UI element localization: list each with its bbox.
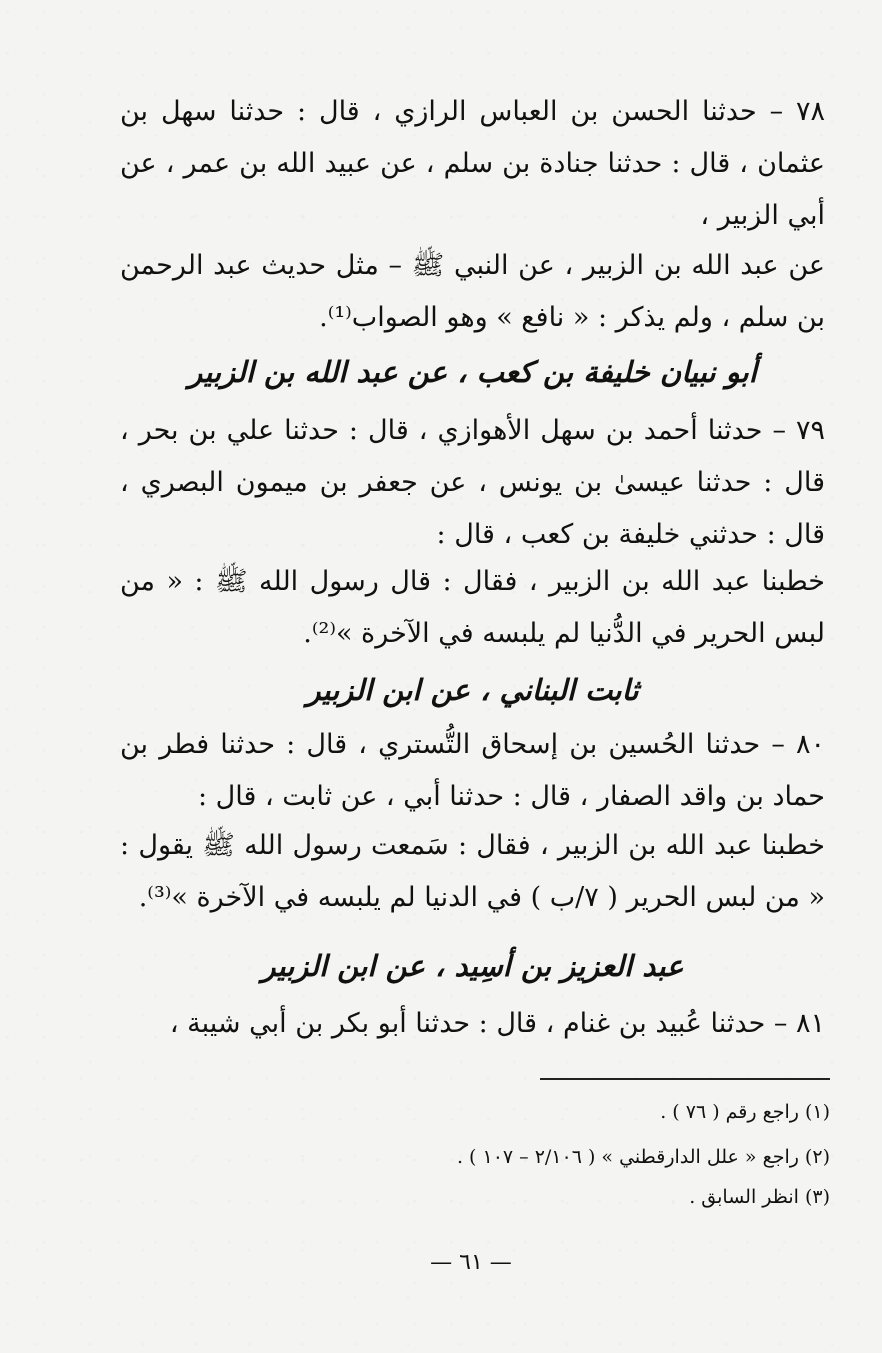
hadith-79-chain: ٧٩ – حدثنا أحمد بن سهل الأهوازي ، قال : حدثنا علي بن بحر ، قال : حدثنا عيسىٰ بن يونس ، عن جعفر بن ميمون البصري ، قال : حدثني خليفة بن كعب ، قال : xyxy=(120,415,825,550)
section-heading-1: أبو نبيان خليفة بن كعب ، عن عبد الله بن الزبير xyxy=(188,355,757,389)
footnote-2: (٢) راجع « علل الدارقطني » ( ٢/١٠٦ – ١٠٧ ) . xyxy=(456,1146,830,1168)
footnote-3: (٣) انظر السابق . xyxy=(689,1186,830,1208)
page-number: — ٦١ — xyxy=(430,1250,512,1275)
hadith-78-chain: ٧٨ – حدثنا الحسن بن العباس الرازي ، قال : حدثنا سهل بن عثمان ، قال : حدثنا جنادة بن سلم ، عن عبيد الله بن عمر ، عن أبي الزبير ، xyxy=(120,96,825,231)
section-heading-3: عبد العزيز بن أسِيد ، عن ابن الزبير xyxy=(261,949,684,983)
hadith-81-chain: ٨١ – حدثنا عُبيد بن غنام ، قال : حدثنا أبو بكر بن أبي شيبة ، xyxy=(169,1008,825,1039)
hadith-80-text: خطبنا عبد الله بن الزبير ، فقال : سَمعت رسول الله ﷺ يقول : « من لبس الحرير ( ٧/ب ) في الدنيا لم يلبسه في الآخرة »⁽³⁾. xyxy=(120,830,825,913)
section-heading-2: ثابت البناني ، عن ابن الزبير xyxy=(306,673,639,707)
footnote-1: (١) راجع رقم ( ٧٦ ) . xyxy=(660,1101,830,1123)
hadith-79-text: خطبنا عبد الله بن الزبير ، فقال : قال رسول الله ﷺ : « من لبس الحرير في الدُّنيا لم يلبسه في الآخرة »⁽²⁾. xyxy=(120,566,825,649)
hadith-80-chain: ٨٠ – حدثنا الحُسين بن إسحاق التُّستري ، قال : حدثنا فطر بن حماد بن واقد الصفار ، قال : حدثنا أبي ، عن ثابت ، قال : xyxy=(120,729,825,812)
hadith-78-text: عن عبد الله بن الزبير ، عن النبي ﷺ – مثل حديث عبد الرحمن بن سلم ، ولم يذكر : « نافع » وهو الصواب⁽¹⁾. xyxy=(120,250,825,333)
footnote-separator xyxy=(540,1078,830,1080)
